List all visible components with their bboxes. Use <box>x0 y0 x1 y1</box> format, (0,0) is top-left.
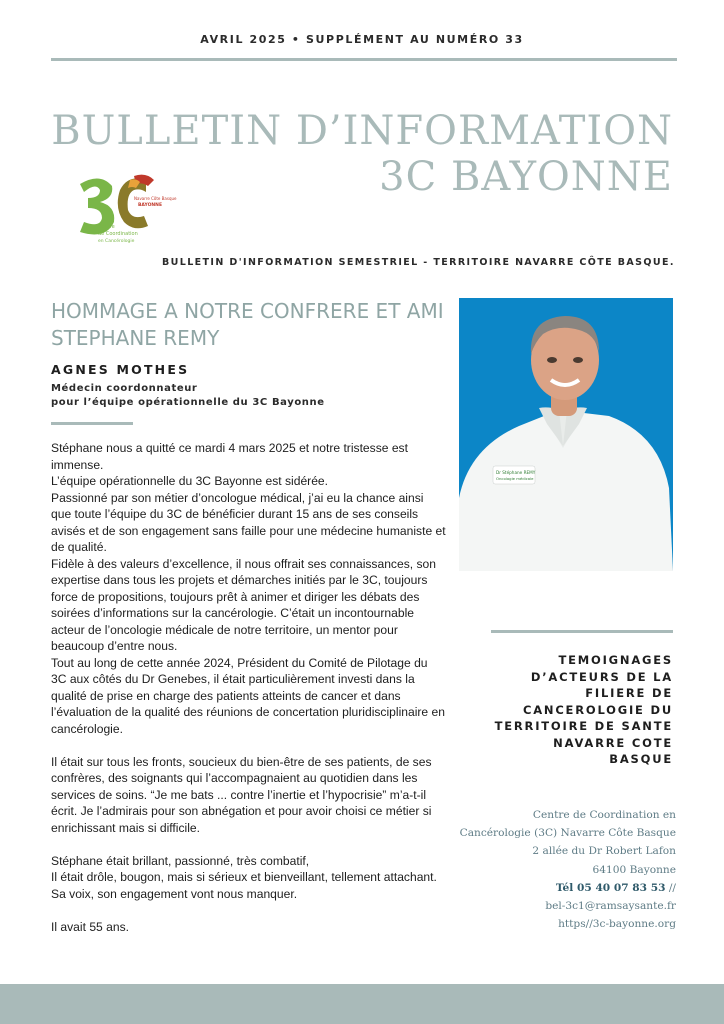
title-line-1: BULLETIN D’INFORMATION <box>51 108 673 154</box>
badge-line-2: Oncologie médicale <box>496 476 534 481</box>
issue-line: AVRIL 2025 • SUPPLÉMENT AU NUMÉRO 33 <box>200 33 524 46</box>
article-headline: HOMMAGE A NOTRE CONFRERE ET AMI STEPHANE REMY <box>51 299 444 350</box>
badge-line-1: Dr Stéphane REMY <box>496 470 536 475</box>
title-line-2: 3C BAYONNE <box>379 154 673 200</box>
bulletin-subtitle: BULLETIN D'INFORMATION SEMESTRIEL - TERRITOIRE NAVARRE CÔTE BASQUE. <box>162 257 675 268</box>
contact-website[interactable]: https//3c-bayonne.org <box>558 918 676 931</box>
footer-band <box>0 984 724 1024</box>
testimony-line: NAVARRE COTE <box>553 735 673 750</box>
testimony-heading <box>463 652 673 768</box>
paragraph: Fidèle à des valeurs d’excellence, il nous offrait ses connaissances, son expertise dans tous les projets et démarches initiés par le 3C, toujours force de propositions, toujours prêt à animer et diriger les débats des soirées d’informations sur la cancérologie. C’était un incontournable acteur de l’oncologie médicale de notre territoire, un mentor pour beaucoup d’entre nous. <box>51 556 436 653</box>
paragraph: Il était sur tous les fronts, soucieux du bien-être de ses patients, de ses confrères, des soignants qui l’accompagnaient au quotidien dans les services de soins. “Je me bats ... contre l’inertie et l’hypocrisie” m’a-t-il écrit. Je l’admirais pour son abnégation et pour avoir choisi ce métier si enrichissant mais si difficile. <box>51 754 432 835</box>
3c-logo <box>76 170 177 250</box>
article-body <box>51 440 446 935</box>
portrait-photo <box>459 298 673 571</box>
phone-separator: // <box>665 881 676 894</box>
paragraph: Passionné par son métier d’oncologue médical, j’ai eu la chance ainsi que toute l’équipe du 3C de bénéficier durant 15 ans de ses conseils avisés et de son engagement sans faille pour une médecine humaniste et de qualité. <box>51 490 446 554</box>
paragraph: Stéphane était brillant, passionné, très combatif, <box>51 853 310 868</box>
paragraph: Il avait 55 ans. <box>51 919 129 934</box>
paragraph: Sa voix, son engagement vont nous manquer. <box>51 886 298 901</box>
sidebar-divider <box>491 630 673 633</box>
contact-address: 2 allée du Dr Robert Lafon <box>532 845 676 858</box>
contact-email[interactable]: bel-3c1@ramsaysante.fr <box>545 900 676 913</box>
testimony-line: CANCEROLOGIE DU <box>522 702 673 717</box>
paragraph: L’équipe opérationnelle du 3C Bayonne est sidérée. <box>51 474 329 488</box>
logo-text-3: en Cancérologie <box>98 239 135 244</box>
contact-line-2: Cancérologie (3C) Navarre Côte Basque <box>459 827 676 840</box>
logo-small-line-2: BAYONNE <box>138 203 163 208</box>
author-name: AGNES MOTHES <box>51 362 190 377</box>
logo-small-line-1: Navarre Côte Basque <box>134 196 177 201</box>
paragraph: Tout au long de cette année 2024, Président du Comité de Pilotage du 3C aux côtés du Dr Genebes, il était particulièrement investi dans la qualité de prise en charge des patients atteints de cancer et dans l’évaluation de la qualité des réunions de concertation pluridisciplinaire en cancérologie. <box>51 655 445 736</box>
contact-city: 64100 Bayonne <box>592 863 676 876</box>
author-role <box>51 382 325 410</box>
contact-line-1: Centre de Coordination en <box>532 809 676 821</box>
author-role-line-2: pour l’équipe opérationnelle du 3C Bayonne <box>51 397 325 408</box>
paragraph: Stéphane nous a quitté ce mardi 4 mars 2025 et notre tristesse est immense. <box>51 441 408 472</box>
logo-text-1: Centre <box>98 224 115 230</box>
testimony-line: TERRITOIRE DE SANTE <box>494 719 673 733</box>
logo-text-2: de Coordination <box>98 231 138 237</box>
testimony-line: BASQUE <box>609 752 673 766</box>
testimony-line: D’ACTEURS DE LA <box>530 669 673 684</box>
testimony-line: FILIERE DE <box>585 686 673 700</box>
paragraph: Il était drôle, bougon, mais si sérieux et bienveillant, tellement attachant. <box>51 870 437 884</box>
contact-block <box>436 806 676 933</box>
author-role-line-1: Médecin coordonnateur <box>51 383 198 394</box>
contact-phone[interactable]: Tél 05 40 07 83 53 <box>555 881 666 894</box>
contact-phone-line <box>436 879 676 897</box>
testimony-line: TEMOIGNAGES <box>558 653 673 667</box>
author-divider <box>51 422 133 425</box>
top-divider <box>51 58 677 61</box>
